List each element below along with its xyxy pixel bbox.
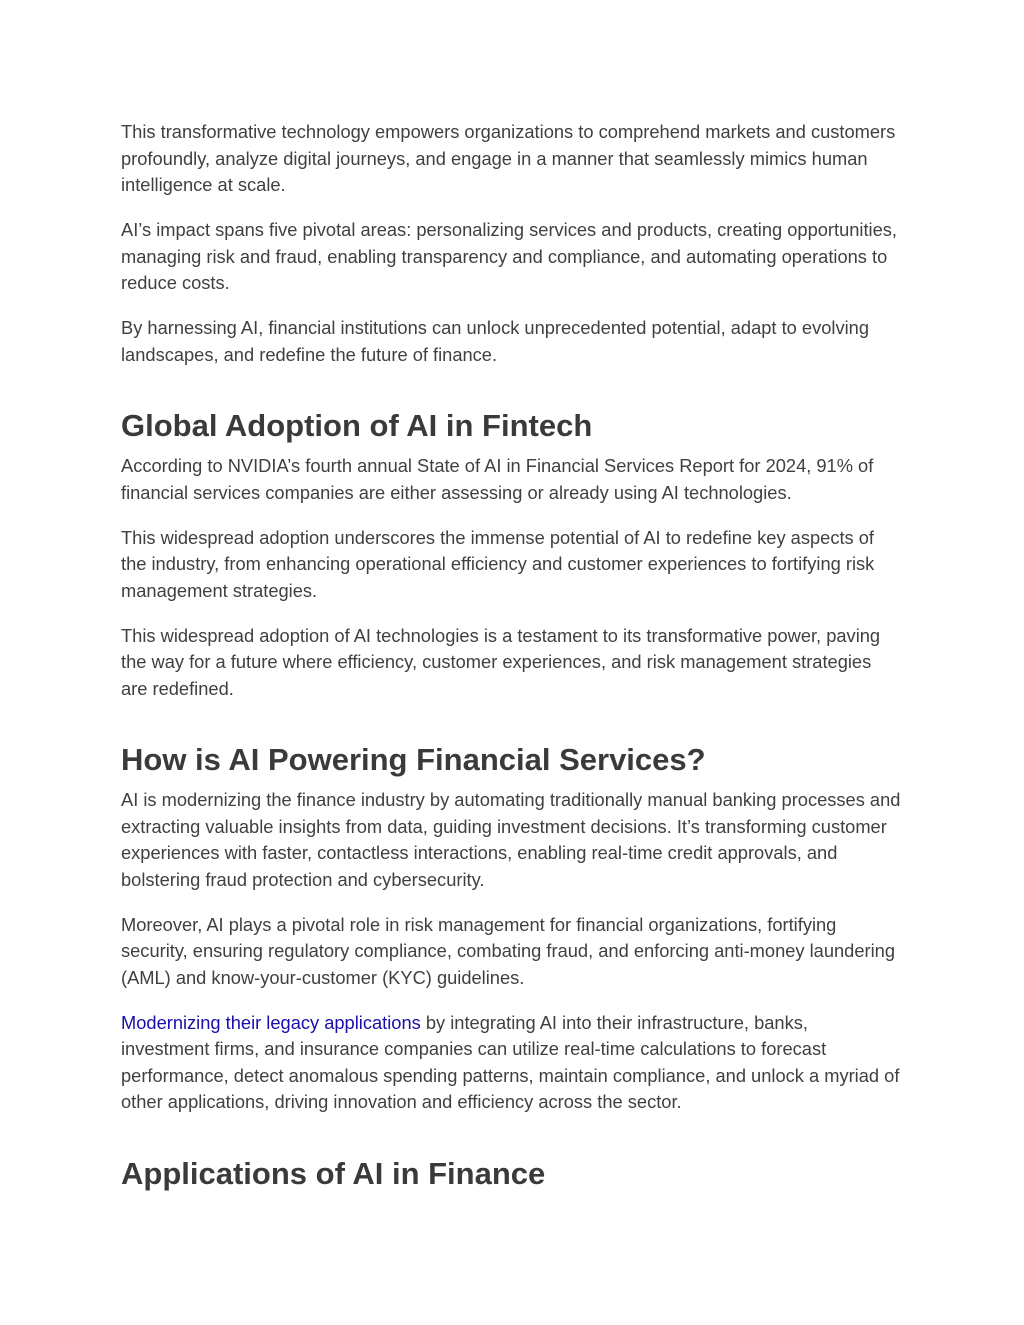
- section-heading-applications: Applications of AI in Finance: [121, 1155, 546, 1191]
- global-adoption-paragraph-2: This widespread adoption underscores the immense potential of AI to redefine key aspects of the industry, from enhancing operational efficiency and customer experiences to fortifying risk management strategies.: [121, 526, 875, 601]
- section-heading-powering: How is AI Powering Financial Services?: [121, 742, 706, 777]
- powering-paragraph-3-text: by integrating AI into their infrastructure, banks, investment firms, and insurance companies can utilize real-time calculations to forecast performance, detect anomalous spending patterns, maintain compliance, and unlock a myriad of other applications, driving innovation and efficiency across the sector.: [121, 1011, 900, 1112]
- global-adoption-paragraph-3: This widespread adoption of AI technologies is a testament to its transformative power, paving the way for a future where efficiency, customer experiences, and risk management strategies are redefined.: [121, 624, 881, 699]
- powering-paragraph-1: AI is modernizing the finance industry by automating traditionally manual banking processes and extracting valuable insights from data, guiding investment decisions. It’s transforming customer experiences with faster, contactless interactions, enabling real-time credit approvals, and bolstering fraud protection and cybersecurity.: [121, 789, 901, 890]
- document-body: [121, 119, 901, 1192]
- intro-paragraph-3: By harnessing AI, financial institutions can unlock unprecedented potential, adapt to evolving landscapes, and redefine the future of finance.: [121, 317, 869, 365]
- intro-paragraph-2: AI’s impact spans five pivotal areas: personalizing services and products, creating opportunities, managing risk and fraud, enabling transparency and compliance, and automating operations to reduce costs.: [121, 219, 898, 293]
- powering-paragraph-2: Moreover, AI plays a pivotal role in risk management for financial organizations, fortifying security, ensuring regulatory compliance, combating fraud, and enforcing anti-money laundering (AML) and know-your-customer (KYC) guidelines.: [121, 913, 895, 988]
- global-adoption-paragraph-1: According to NVIDIA’s fourth annual State of AI in Financial Services Report for 2024, 91% of financial services companies are either assessing or already using AI technologies.: [121, 455, 874, 503]
- intro-paragraph-1: This transformative technology empowers organizations to comprehend markets and customers profoundly, analyze digital journeys, and engage in a manner that seamlessly mimics human intelligence at scale.: [121, 121, 896, 195]
- legacy-applications-link[interactable]: Modernizing their legacy applications: [121, 1011, 421, 1033]
- section-heading-global-adoption: Global Adoption of AI in Fintech: [121, 408, 593, 443]
- powering-paragraph-3: [121, 1010, 901, 1116]
